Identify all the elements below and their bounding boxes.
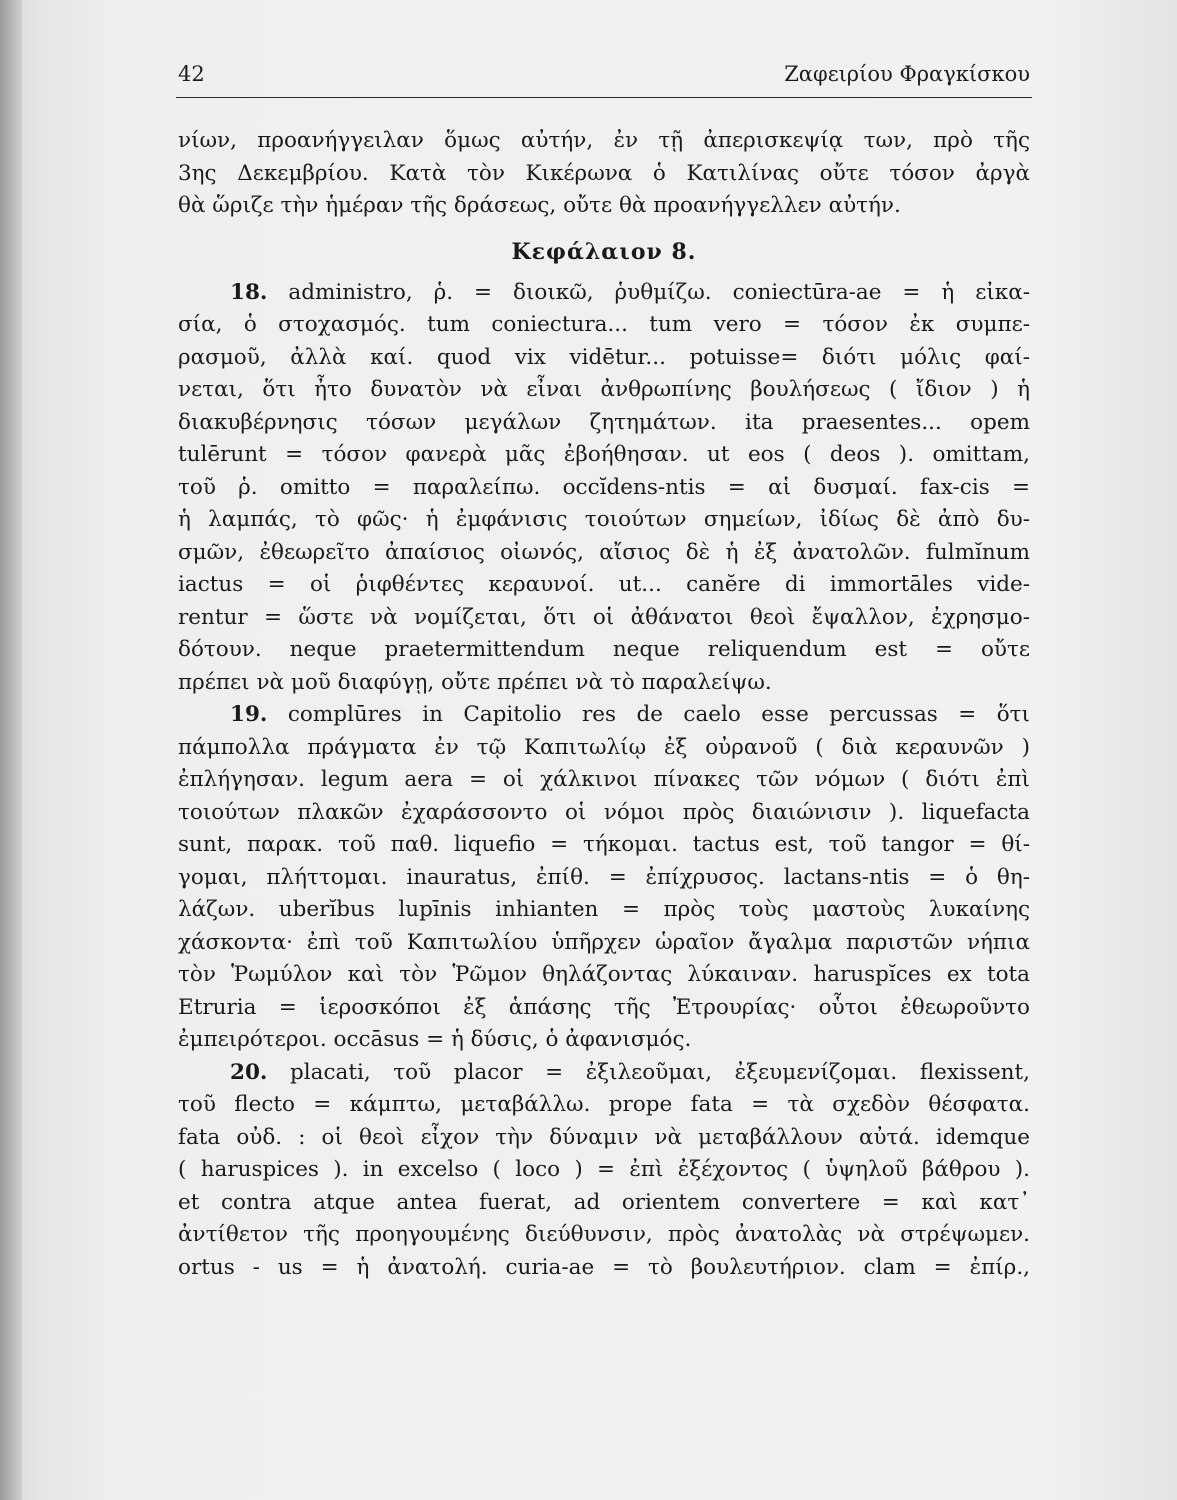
text-line: ἐμπειρότεροι. occāsus = ἡ δύσις, ὁ ἀφανισμός. [178, 1027, 692, 1052]
text-line: Etruria = ἱεροσκόποι ἐξ ἁπάσης τῆς Ἐτρουρίας· οὗτοι ἐθεωροῦντο [178, 994, 1030, 1020]
page-body [178, 125, 1030, 1284]
text-line: ἀντίθετον τῆς προηγουμένης διεύθυνσιν, πρὸς ἀνατολὰς νὰ στρέψωμεν. [178, 1222, 1030, 1247]
header-rule [176, 97, 1032, 98]
text-line: νίων, προανήγγειλαν ὅμως αὐτήν, ἐν τῇ ἀπερισκεψίᾳ των, πρὸ τῆς [178, 128, 1030, 153]
chapter-heading: Κεφάλαιον 8. [511, 238, 697, 265]
text-line: 3ης Δεκεμβρίου. Κατὰ τὸν Κικέρωνα ὁ Κατιλίνας οὔτε τόσον ἀργὰ [178, 160, 1030, 186]
text-line: τὸν Ῥωμύλον καὶ τὸν Ῥῶμον θηλάζοντας λύκαιναν. haruspĭces ex tota [178, 962, 1030, 987]
text-line: γομαι, πλήττομαι. inauratus, ἐπίθ. = ἐπίχρυσος. lactans-ntis = ὁ θη- [178, 864, 1030, 890]
text-line: πρέπει νὰ μοῦ διαφύγῃ, οὔτε πρέπει νὰ τὸ παραλείψω. [178, 669, 772, 695]
text-line: ἐπλήγησαν. legum aera = οἱ χάλκινοι πίνακες τῶν νόμων ( διότι ἐπὶ [178, 767, 1030, 792]
section-first-text: complūres in Capitolio res de caelo esse percussas = ὅτι [287, 702, 1030, 727]
text-line: ρασμοῦ, ἀλλὰ καί. quod vix vidētur... potuisse= διότι μόλις φαί- [178, 344, 1030, 370]
text-line: χάσκοντα· ἐπὶ τοῦ Καπιτωλίου ὑπῆρχεν ὡραῖον ἄγαλμα παριστῶν νήπια [178, 929, 1030, 955]
text-line: iactus = οἱ ῥιφθέντες κεραυνοί. ut... canĕre di immortāles vide- [178, 572, 1030, 597]
text-line: δότουν. neque praetermittendum neque reliquendum est = οὔτε [178, 637, 1030, 662]
text-line: τοῦ ῥ. omitto = παραλείπω. occĭdens-ntis = αἱ δυσμαί. fax-cis = [178, 474, 1030, 500]
section-first-line [178, 1057, 1030, 1090]
text-line: et contra atque antea fuerat, ad orientem convertere = καὶ κατ᾽ [178, 1189, 1030, 1215]
section-number: 19. [230, 702, 268, 727]
text-line: λάζων. uberĭbus lupīnis inhianten = πρὸς τοὺς μαστοὺς λυκαίνης [178, 897, 1030, 922]
page-number: 42 [178, 62, 205, 86]
page-header [178, 62, 1030, 94]
binding-shadow [0, 0, 22, 1500]
text-line: ortus - us = ἡ ἀνατολή. curia-ae = τὸ βουλευτήριον. clam = ἐπίρ., [178, 1254, 1030, 1280]
text-line: σμῶν, ἐθεωρεῖτο ἀπαίσιος οἰωνός, αἴσιος δὲ ἡ ἐξ ἀνατολῶν. fulmĭnum [178, 539, 1030, 565]
text-line: fata οὐδ. : οἱ θεοὶ εἶχον τὴν δύναμιν νὰ μεταβάλλουν αὐτά. idemque [178, 1124, 1030, 1150]
running-head: Ζαφειρίου Φραγκίσκου [784, 62, 1030, 86]
text-line: νεται, ὅτι ἦτο δυνατὸν νὰ εἶναι ἀνθρωπίνης βουλήσεως ( ἴδιον ) ἡ [178, 377, 1030, 402]
section-number: 20. [230, 1059, 268, 1085]
text-line: sunt, παρακ. τοῦ παθ. liquefio = τήκομαι. tactus est, τοῦ tangor = θί- [178, 832, 1030, 857]
text-line: σία, ὁ στοχασμός. tum coniectura... tum vero = τόσον ἐκ συμπε- [178, 312, 1030, 337]
text-line: τοῦ flecto = κάμπτω, μεταβάλλω. prope fata = τὰ σχεδὸν θέσφατα. [178, 1092, 1030, 1117]
section-first-line [178, 277, 1030, 310]
section-number: 18. [230, 279, 268, 305]
text-line: τοιούτων πλακῶν ἐχαράσσοντο οἱ νόμοι πρὸς διαιώνισιν ). liquefacta [178, 799, 1030, 825]
text-line: πάμπολλα πράγματα ἐν τῷ Καπιτωλίῳ ἐξ οὐρανοῦ ( διὰ κεραυνῶν ) [178, 734, 1030, 760]
section-first-text: administro, ῥ. = διοικῶ, ῥυθμίζω. coniectūra-ae = ἡ εἰκα- [288, 279, 1030, 305]
text-line: θὰ ὥριζε τὴν ἡμέραν τῆς δράσεως, οὔτε θὰ προανήγγελλεν αὐτήν. [178, 193, 901, 218]
text-line: ἡ λαμπάς, τὸ φῶς· ἡ ἐμφάνισις τοιούτων σημείων, ἰδίως δὲ ἀπὸ δυ- [178, 507, 1030, 532]
text-line: διακυβέρνησις τόσων μεγάλων ζητημάτων. ita praesentes... opem [178, 409, 1030, 435]
section-first-line [178, 699, 1030, 732]
text-line: tulērunt = τόσον φανερὰ μᾶς ἐβοήθησαν. ut eos ( deos ). omittam, [178, 442, 1030, 467]
section-first-text: placati, τοῦ placor = ἐξιλεοῦμαι, ἐξευμενίζομαι. flexissent, [290, 1059, 1030, 1085]
text-line: rentur = ὥστε νὰ νομίζεται, ὅτι οἱ ἀθάνατοι θεοὶ ἔψαλλον, ἐχρησμο- [178, 604, 1030, 630]
text-line: ( haruspices ). in excelso ( loco ) = ἐπὶ ἐξέχοντος ( ὑψηλοῦ βάθρου ). [178, 1157, 1030, 1182]
